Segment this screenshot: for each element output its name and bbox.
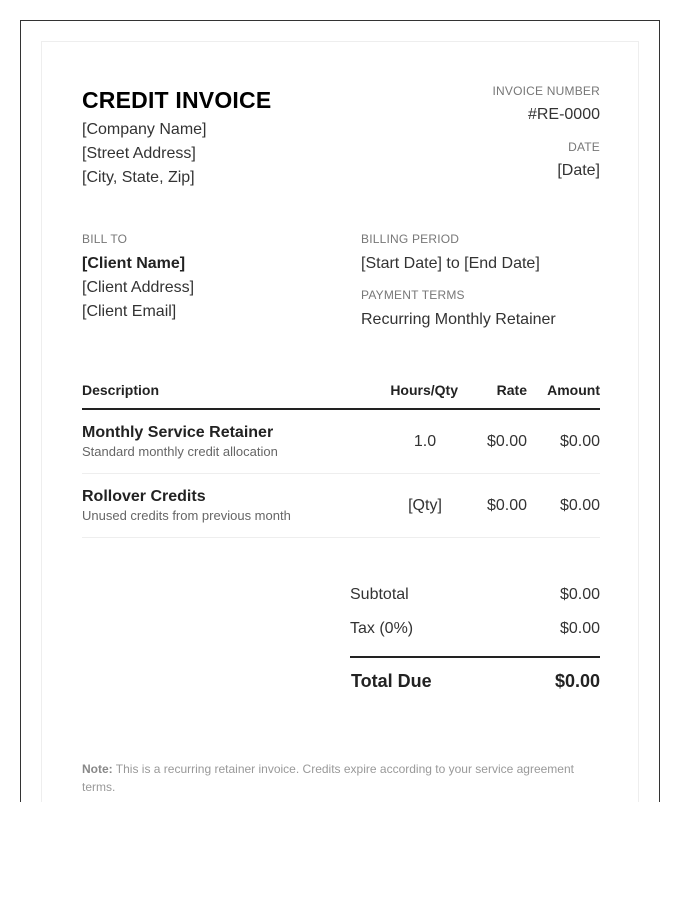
company-city: [City, State, Zip] xyxy=(82,169,195,186)
note-text: This is a recurring retainer invoice. Credits expire according to your service agreement terms. xyxy=(82,762,574,794)
col-rate-header: Rate xyxy=(496,382,527,398)
item-description: Standard monthly credit allocation xyxy=(82,444,278,459)
total-due-label: Total Due xyxy=(351,671,432,691)
item-rate: $0.00 xyxy=(486,433,527,450)
tax-label: Tax (0%) xyxy=(350,620,414,637)
billing-period-label: BILLING PERIOD xyxy=(361,232,460,246)
item-qty: [Qty] xyxy=(408,497,442,514)
company-name: [Company Name] xyxy=(82,121,207,138)
col-amount-header: Amount xyxy=(547,382,600,398)
col-description-header: Description xyxy=(82,382,160,398)
payment-terms-label: PAYMENT TERMS xyxy=(361,288,465,302)
document-frame xyxy=(20,20,660,802)
item-qty: 1.0 xyxy=(413,433,437,450)
invoice-title: CREDIT INVOICE xyxy=(82,87,272,113)
subtotal-value: $0.00 xyxy=(559,586,600,603)
item-amount: $0.00 xyxy=(559,497,600,514)
footer-note xyxy=(82,760,592,796)
row-divider xyxy=(82,473,600,474)
invoice-page xyxy=(41,41,639,802)
invoice-date: [Date] xyxy=(557,162,600,179)
client-address: [Client Address] xyxy=(82,279,195,296)
payment-terms: Recurring Monthly Retainer xyxy=(361,311,556,328)
company-street: [Street Address] xyxy=(82,145,196,162)
client-name: [Client Name] xyxy=(82,255,186,272)
total-due-value: $0.00 xyxy=(554,671,600,691)
item-description: Unused credits from previous month xyxy=(82,508,291,523)
item-rate: $0.00 xyxy=(486,497,527,514)
billing-period: [Start Date] to [End Date] xyxy=(361,255,540,272)
item-name: Monthly Service Retainer xyxy=(82,424,274,441)
client-email: [Client Email] xyxy=(82,303,177,320)
row-divider xyxy=(82,537,600,538)
col-qty-header: Hours/Qty xyxy=(390,382,458,398)
subtotal-label: Subtotal xyxy=(350,586,409,603)
totals-rule xyxy=(350,656,600,658)
invoice-number: #RE-0000 xyxy=(527,106,600,123)
tax-value: $0.00 xyxy=(559,620,600,637)
date-label: DATE xyxy=(568,140,600,154)
note-label: Note: xyxy=(82,762,113,776)
table-header-rule xyxy=(82,408,600,410)
invoice-number-label: INVOICE NUMBER xyxy=(492,84,600,98)
item-amount: $0.00 xyxy=(559,433,600,450)
bill-to-label: BILL TO xyxy=(82,232,128,246)
item-name: Rollover Credits xyxy=(82,488,206,505)
